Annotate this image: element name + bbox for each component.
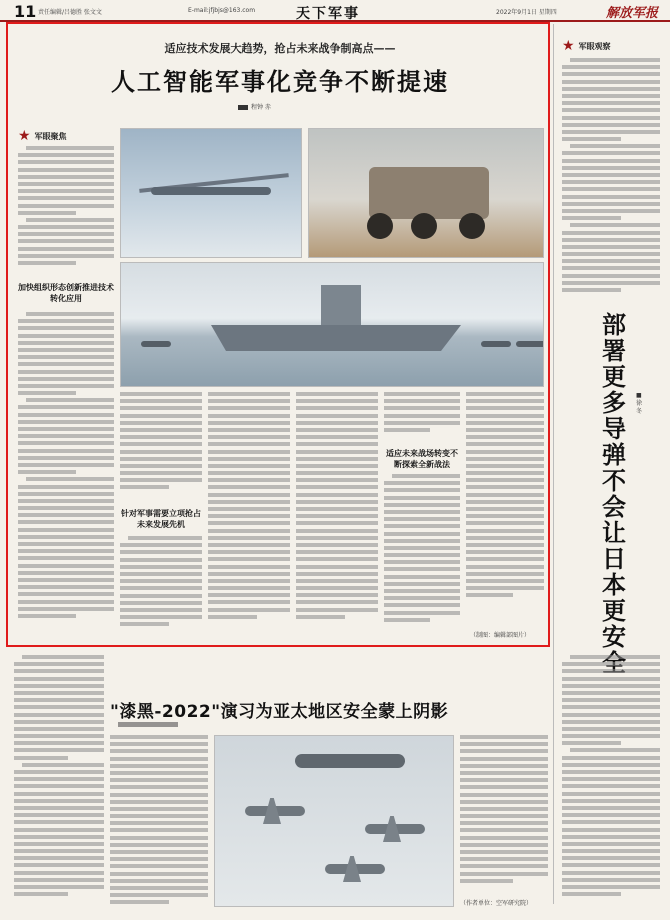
right-column-badge-label: 军眼观察 <box>578 41 611 51</box>
star-icon: ★ <box>562 38 575 54</box>
email-line: E-mail:jfjbjs@163.com <box>188 7 256 14</box>
column-badge <box>18 128 67 144</box>
right-column-author: ■ 徐 冬 <box>636 392 643 415</box>
lower-article-byline <box>118 722 178 727</box>
lower-article-text-column-2 <box>110 735 208 910</box>
article-text-column-6 <box>466 392 544 624</box>
article-text-column-5a <box>384 392 460 442</box>
article-text-column-3 <box>208 392 290 636</box>
section-subtitle-3: 适应未来战场转变不断探索全新战法 <box>386 449 458 469</box>
photo-credit: （制图：编辑部图片） <box>470 632 531 639</box>
lower-article-photo-caption: （作者单位：空军研究院） <box>460 900 533 907</box>
drone-photo <box>120 128 302 258</box>
right-column-headline: 部署更多导弹不会让日本更安全 <box>602 311 626 677</box>
date-line: 2022年9月1日 星期四 <box>496 9 557 16</box>
article-text-column-1a <box>18 146 114 276</box>
right-column-badge <box>562 38 611 54</box>
paper-logo: 解放军报 <box>606 6 659 21</box>
robot-vehicle-photo <box>308 128 544 258</box>
article-text-column-1b <box>18 312 114 637</box>
section-subtitle-1: 加快组织形态创新推进技术转化应用 <box>18 283 114 303</box>
article-text-column-2b <box>120 536 202 636</box>
star-icon: ★ <box>18 128 31 144</box>
lower-article-text-column-3 <box>460 735 548 895</box>
section-subtitle-2: 针对军事需要立项抢占未来发展先机 <box>121 509 201 529</box>
article-text-column-5b <box>384 474 460 636</box>
aircraft-photo <box>214 735 454 907</box>
section-title: 天下军事 <box>296 6 360 22</box>
warship-photo <box>120 262 544 387</box>
masthead <box>0 0 670 22</box>
lower-article-headline: "漆黑-2022"演习为亚太地区安全蒙上阴影 <box>110 702 449 722</box>
right-column-text-top <box>562 58 660 308</box>
lower-article-text-column-1 <box>14 655 104 910</box>
article-author: 程钟 赤 <box>238 102 271 111</box>
article-text-column-4 <box>296 392 378 636</box>
article-text-column-2a <box>120 392 202 502</box>
editors-line: 责任编辑/吕德胜 张文文 <box>38 9 102 16</box>
article-subhead: 适应技术发展大趋势，抢占未来战争制高点—— <box>164 42 396 55</box>
column-badge-label: 军眼聚焦 <box>34 131 67 141</box>
page-number: 11 <box>14 2 37 21</box>
article-headline: 人工智能军事化竞争不断提速 <box>111 68 449 96</box>
right-column-text-bottom <box>562 655 660 910</box>
